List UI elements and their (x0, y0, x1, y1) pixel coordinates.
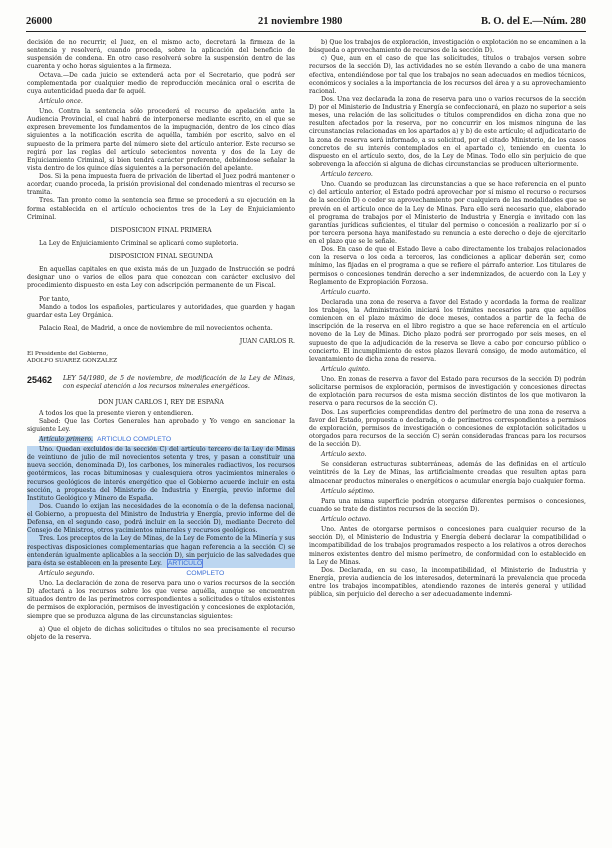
paragraph: La Ley de Enjuiciamiento Criminal se aplicará como supletoria. (39, 239, 239, 247)
paragraph: A todos los que la presente vieren y entendieren. (39, 409, 194, 417)
annotation-tag[interactable]: ARTICULO COMPLETO (96, 435, 172, 443)
article-heading-segundo (39, 570, 295, 578)
article-heading: Artículo octavo. (321, 516, 371, 523)
paragraph: Uno. Antes de otorgarse permisos o concesiones para cualquier recurso de la sección D), el Ministerio de Industria y Energía deberá declarar la compatibilidad o incompatibilidad de los trabajos programados respecto a los relativos a otros derechos mineros existentes dentro del mismo perímetro, de conformidad con lo establecido en la Ley de Minas. (309, 526, 586, 566)
annotation-tag[interactable]: COMPLETO (186, 569, 225, 577)
section-heading: DISPOSICION FINAL SEGUNDA (109, 253, 213, 260)
paragraph: b) Que los trabajos de exploración, investigación o explotación no se encaminen a la búsqueda o aprovechamiento de recursos de la sección D). (309, 39, 586, 55)
paragraph: a) Que el objeto de dichas solicitudes o títulos no sea precisamente el recurso objeto de la reserva. (27, 625, 295, 641)
article-heading-primero (39, 436, 295, 444)
paragraph: decisión de no recurrir, el Juez, en el mismo acto, decretará la firmeza de la sentencia y resolverá, cuando proceda, sobre la aplicación del beneficio de suspensión de condena. En otro caso resolverá sobre la suspensión dentro de las cuarenta y ocho horas siguientes a la firmeza. (27, 39, 295, 71)
paragraph: Dos. Si la pena impuesta fuera de privación de libertad el Juez podrá mantener o acordar, cuando proceda, la prisión provisional del condenado mientras el recurso se tramita. (27, 173, 295, 197)
paragraph: Mando a todos los españoles, particulares y autoridades, que guarden y hagan guardar esta Ley Orgánica. (27, 303, 295, 319)
annotation-tag[interactable]: ARTICULO (167, 559, 203, 567)
king-heading: DON JUAN CARLOS I, REY DE ESPAÑA (98, 399, 224, 407)
paragraph: Uno. La declaración de zona de reserva para uno o varios recursos de la sección D) afectará a los recursos sobre los que verse aquélla, aunque se encuentren situados dentro de las perímetros correspondientes a solicitudes o títulos existentes de permisos de exploración, permisos de investigación y concesiones de explotación, siempre que se produzca alguna de las circunstancias siguientes: (27, 580, 295, 620)
highlighted-paragraph[interactable]: Uno. Quedan excluidos de la sección C) del artículo tercero de la Ley de Minas de veintiuno de julio de mil novecientos setenta y tres, y pasan a constituir una nueva sección, denominada D), los carbones, los minerales radiactivos, los recursos geotérmicos, las rocas bituminosas y cualesquiera otros yacimientos minerales o recursos geológicos de interés energético que el Gobierno acuerde incluir en esta sección, a propuesta del Ministerio de Industria y Energía, previo informe del Instituto Geológico y Minero de España. (27, 446, 295, 502)
highlighted-paragraph[interactable] (27, 535, 295, 568)
article-heading: Artículo quinto. (321, 365, 370, 373)
article-heading: Artículo tercero. (321, 171, 373, 178)
left-column (27, 39, 295, 839)
paragraph: Se consideran estructuras subterráneas, además de las definidas en el artículo veintitrés de la Ley de Minas, las artificialmente creadas que resulten aptas para almacenar productos minerales o energéticos o acumular energía bajo cualquier forma. (309, 461, 586, 485)
president-name: ADOLFO SUAREZ GONZALEZ (27, 358, 118, 365)
article-title: Artículo primero. (39, 435, 93, 443)
paragraph: Para una misma superficie podrán otorgarse diferentes permisos o concesiones, cuando se trate de distintos recursos de la sección D). (309, 497, 586, 513)
right-column (309, 39, 586, 839)
president-label: El Presidente del Gobierno, (27, 351, 109, 358)
paragraph: Por tanto, (39, 295, 70, 303)
paragraph: Tres. Tan pronto como la sentencia sea firme se procederá a su ejecución en la forma establecida en el artículo ochocientos tres de la Ley de Enjuiciamiento Criminal. (27, 197, 295, 221)
royal-signature: JUAN CARLOS R. (239, 338, 295, 345)
paragraph: Octava.—De cada juicio se extenderá acta por el Secretario, que podrá ser complementada por cualquier medio de reproducción mecánica oral o escrita de cuya autenticidad pueda dar fe aquél. (27, 71, 295, 95)
paragraph: Uno. Cuando se produzcan las circunstancias a que se hace referencia en el punto c) del artículo anterior, el Estado podrá aprovechar por sí mismo el recurso o recursos de la sección D) o ceder su aprovechamiento por cualquiera de las modalidades que se prevén en el artículo once de la Ley de Minas. Para ello será necesario que, elaborado el programa de trabajos por el Ministerio de Industria y Energía e invitado con las garantías jurídicas suficientes, el titular del permiso o concesión a realizarlo por sí o por tercera persona haya manifestado su renuncia a este derecho o deje de ejercitarlo en el plazo que se le señale. (309, 181, 586, 245)
paragraph: Dos. Declarada, en su caso, la incompatibilidad, el Ministerio de Industria y Energía, previa audiencia de los interesados, determinará la prevalencia que proceda entre los trabajos incompatibles, atendiendo razones de interés general y utilidad pública, sin perjuicio del derecho a ser adecuadamente indemni- (309, 566, 586, 599)
section-heading: DISPOSICION FINAL PRIMERA (110, 226, 212, 234)
page-header (26, 16, 586, 30)
paragraph: En aquellas capitales en que exista más de un Juzgado de Instrucción se podrá designar uno o varios de ellos para que conozcan con carácter exclusivo del procedimiento dispuesto en esta Ley con adscripción permanente de un Fiscal. (27, 266, 295, 290)
page-number: 26000 (26, 16, 53, 27)
journal-issue: B. O. del E.—Núm. 280 (480, 16, 586, 27)
publication-date: 21 noviembre 1980 (258, 16, 343, 27)
article-heading: Artículo cuarto. (321, 288, 371, 296)
paragraph: Declarada una zona de reserva a favor del Estado y acordada la forma de realizar los trabajos, la Administración iniciará los trámites necesarios para que aquéllos comiencen en el plazo máximo de doce meses, contados a partir de la fecha de inscripción de la reserva en el libro registro a que se hace referencia en el artículo noveno de la Ley de Minas. Dicho plazo podrá ser prorrogado por seis meses, en el supuesto de que la adjudicación de la reserva se lleve a cabo por concurso público o concierto. El incumplimiento de estos plazos llevará consigo, de modo automático, el levantamiento de dicha zona de reserva. (309, 298, 586, 363)
paragraph: Uno. Contra la sentencia sólo procederá el recurso de apelación ante la Audiencia Provincial, el cual habrá de interponerse mediante escrito, en el que se expresen brevemente los fundamentos de la impugnación, dentro de los cinco días siguientes a la notificación escrita de aquélla, también por escrito, salvo en el supuesto de la primera parte del número siete del artículo anterior. Este recurso se regirá por las reglas del artículo setecientos noventa y dos de la Ley de Enjuiciamiento Criminal, si bien tendrá carácter preferente, debiéndose señalar la vista dentro de los quince días siguientes a la personación del apelante. (27, 108, 295, 172)
header-rule (26, 31, 586, 32)
paragraph: Uno. En zonas de reserva a favor del Estado para recursos de la sección D) podrán solicitarse permisos de exploración, permisos de investigación y concesiones directas de explotación para recursos de esta misma sección distintos de los que motivaron la reserva o para recursos de la sección C). (309, 376, 586, 408)
highlighted-paragraph[interactable]: Dos. Cuando lo exijan las necesidades de la economía o de la defensa nacional, el Gobierno, a propuesta del Ministro de Industria y Energía, previo informe del de Defensa, en el segundo caso, podrá incluir en la sección D), mediante Decreto del Consejo de Ministros, otros yacimientos minerales y recursos geológicos. (27, 502, 295, 535)
law-title: LEY 54/1980, de 5 de noviembre, de modificación de la Ley de Minas, con especial atención a los recursos minerales energéticos. (63, 375, 295, 391)
law-heading (27, 375, 295, 391)
paragraph: c) Que, aun en el caso de que las solicitudes, títulos o trabajos versen sobre recursos de la sección D), las actividades no se estén llevando a cabo de una manera efectiva, entendiéndose por tal que los trabajos no sean adecuados en medios técnicos, económicos y sociales a la importancia de los recursos del área y a su aprovechamiento racional. (309, 55, 586, 95)
paragraph: Sabed: Que las Cortes Generales han aprobado y Yo vengo en sancionar la siguiente Ley. (27, 417, 295, 433)
paragraph: Dos. Las superficies comprendidas dentro del perímetro de una zona de reserva a favor del Estado, propuesta o declarada, o de perímetros correspondientes a permisos de exploración, permisos de investigación o concesiones de explotación solicitados u otorgados para recursos de la sección C) serán consideradas francas para los recursos de la sección D). (309, 408, 586, 448)
law-number: 25462 (27, 375, 53, 386)
article-title: Artículo segundo. (39, 569, 95, 577)
paragraph: Dos. Una vez declarada la zona de reserva para uno o varios recursos de la sección D) por el Ministerio de Industria y Energía se confeccionará, en plazo no superior a seis meses, una relación de las solicitudes o títulos comprendidos en dicha zona que no resulten afectados por la reserva, por no concurrir en los mismos ninguna de las circunstancias relacionadas en los apartados a) y b) de este artículo; el adjudicatario de la zona de reserva será informado, a su solicitud, por el citado Ministerio, de los casos concretos de su interés contemplados en el apartado c), teniendo en cuenta lo dispuesto en el artículo sexto, dos, de la Ley de Minas. Todo ello sin perjuicio de que sobrevenga la afección si alguna de dichas circunstancias se producen ulteriormente. (309, 95, 586, 168)
highlighted-text: Tres. Los preceptos de la Ley de Minas, de la Ley de Fomento de la Minería y sus respectivas disposiciones complementarias que hagan referencia a la sección C) se entenderán igualmente aplicables a la sección D), sin perjuicio de las salvedades que para ésta se establecen en la presente Ley. (27, 535, 295, 567)
paragraph: Palacio Real, de Madrid, a once de noviembre de mil novecientos ochenta. (39, 324, 273, 332)
article-heading: Artículo sexto. (321, 451, 367, 459)
article-heading: Artículo séptimo. (321, 487, 375, 495)
article-heading: Artículo once. (39, 97, 83, 105)
paragraph: Dos. En caso de que el Estado lleve a cabo directamente los trabajos relacionados con la reserva o los ceda a terceros, las condiciones a aplicar deberán ser, como mínimo, las fijadas en el programa a que se refiere el párrafo anterior. Los titulares de permisos o concesiones tendrán derecho a ser indemnizados, de acuerdo con la Ley y Reglamento de Expropiación Forzosa. (309, 246, 586, 286)
